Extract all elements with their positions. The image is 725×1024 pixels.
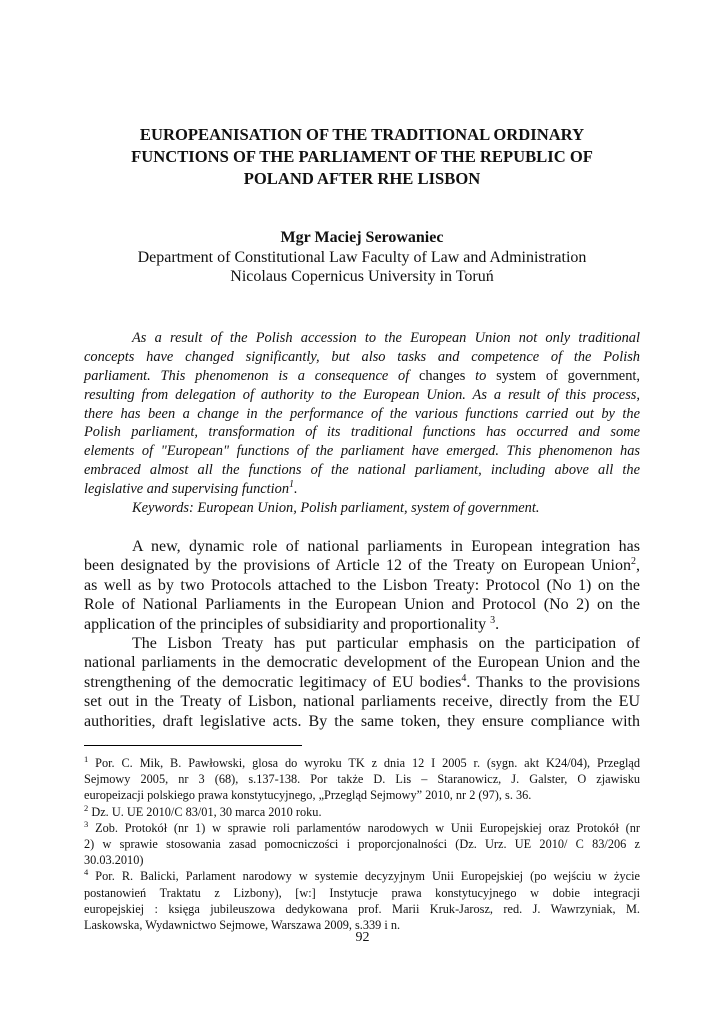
body-text (84, 537, 640, 731)
abstract-line: there has been a change in the performance of the various functions carried out by the (84, 405, 640, 422)
abstract-line: legislative and supervising function$^1$. (84, 479, 298, 498)
paper-title (84, 124, 640, 190)
title-line-3: POLAND AFTER RHE LISBON (243, 169, 481, 188)
abstract-line: embraced almost all the functions of the national parliament, including above all the (84, 462, 640, 479)
title-line-2: FUNCTIONS OF THE PARLIAMENT OF THE REPUBLIC OF (131, 147, 593, 166)
abstract-line: concepts have changed significantly, but also tasks and competence of the Polish (84, 348, 640, 365)
footnote-ref-3[interactable]: 3 (490, 614, 496, 626)
footnote-ref-4[interactable]: 4 (461, 672, 467, 684)
author-department: Department of Constitutional Law Faculty of Law and Administration (137, 248, 587, 266)
keywords: Keywords: European Union, Polish parliament, system of government. (132, 500, 540, 517)
abstract-line: Polish parliament, transformation of its traditional functions has occurred and some (84, 424, 640, 441)
footnote-line: europejskiej : księga jubileuszowa dedykowana prof. Marii Kruk-Jarosz, red. J. Wawrzyniak, M. (84, 901, 640, 916)
author-university: Nicolaus Copernicus University in Toruń (230, 268, 494, 285)
abstract-line: parliament. This phenomenon is a consequence of changes to system of government, (84, 367, 640, 384)
paragraph-line: been designated by the provisions of Article 12 of the Treaty on European Union$^2$, (84, 556, 640, 575)
author-name: Mgr Maciej Serowaniec (280, 229, 444, 246)
page-number: 92 (355, 930, 370, 945)
paragraph-line: Role of National Parliaments in the European Union and Protocol (No 2) on the (84, 596, 640, 614)
paragraph-line: strengthening of the democratic legitimacy of EU bodies$^4$. Thanks to the provisions (84, 672, 640, 691)
footnote-2: $^2$ Dz. U. UE 2010/C 83/01, 30 marca 2010 roku. (84, 802, 322, 819)
paragraph-line: national parliaments in the democratic development of the European Union and the (84, 654, 640, 672)
footnote-4: $^4$ Por. R. Balicki, Parlament narodowy w systemie decyzyjnym Unii Europejskiej (po wejściu w życie (84, 867, 640, 884)
footnote-ref-2[interactable]: 2 (631, 556, 636, 568)
abstract-line: resulting from delegation of authority to the European Union. As a result of this process, (84, 386, 640, 403)
paragraph-line: as well as by two Protocols attached to the Lisbon Treaty: Protocol (No 1) on the (84, 576, 640, 594)
footnotes (84, 755, 640, 933)
paragraph-line: A new, dynamic role of national parliaments in European integration has (132, 538, 640, 555)
title-line-1: EUROPEANISATION OF THE TRADITIONAL ORDINARY (139, 125, 585, 144)
footnote-line: 2) w sprawie stosowania zasad pomocniczości i proporcjonalności (Dz. Urz. UE 2010/ C 83/206 z (84, 836, 640, 851)
abstract (84, 329, 640, 518)
footnote-line: europeizacji polskiego prawa konstytucyjnego, „Przegląd Sejmowy” 2010, nr 2 (97), s. 36. (84, 788, 532, 803)
footnote-line: postanowień Traktatu z Lizbony), [w:] Instytucje prawa konstytucyjnego w dobie integracji (84, 885, 640, 900)
footnote-line: Laskowska, Wydawnictwo Sejmowe, Warszawa 2009, s.339 i n. (84, 917, 401, 932)
abstract-line: elements of "European" functions of the parliament have emerged. This phenomenon has (84, 443, 640, 460)
paragraph-line: application of the principles of subsidiarity and proportionality $^3$. (84, 614, 500, 633)
paragraph-line: set out in the Treaty of Lisbon, national parliaments receive, directly from the EU (84, 693, 640, 711)
footnote-ref-1[interactable]: 1 (289, 479, 295, 491)
abstract-line: As a result of the Polish accession to the European Union not only traditional (132, 330, 640, 346)
paragraph-line: The Lisbon Treaty has put particular emphasis on the participation of (132, 634, 640, 652)
footnote-1: $^1$ Por. C. Mik, B. Pawłowski, glosa do wyroku TK z dnia 12 I 2005 r. (sygn. akt K24/04), Przegląd (84, 754, 640, 770)
paragraph-line: authorities, draft legislative acts. By the same token, they ensure compliance with (84, 712, 640, 730)
footnote-divider (84, 745, 302, 746)
footnote-line: 30.03.2010) (84, 853, 144, 868)
footnote-3: $^3$ Zob. Protokół (nr 1) w sprawie roli parlamentów narodowych w Unii Europejskiej oraz Protokół (nr (84, 818, 641, 835)
footnote-line: Sejmowy 2005, nr 3 (68), s.137-138. Por także D. Lis – Staranowicz, J. Galster, O zjawisku (84, 772, 640, 787)
author-block (84, 228, 640, 287)
